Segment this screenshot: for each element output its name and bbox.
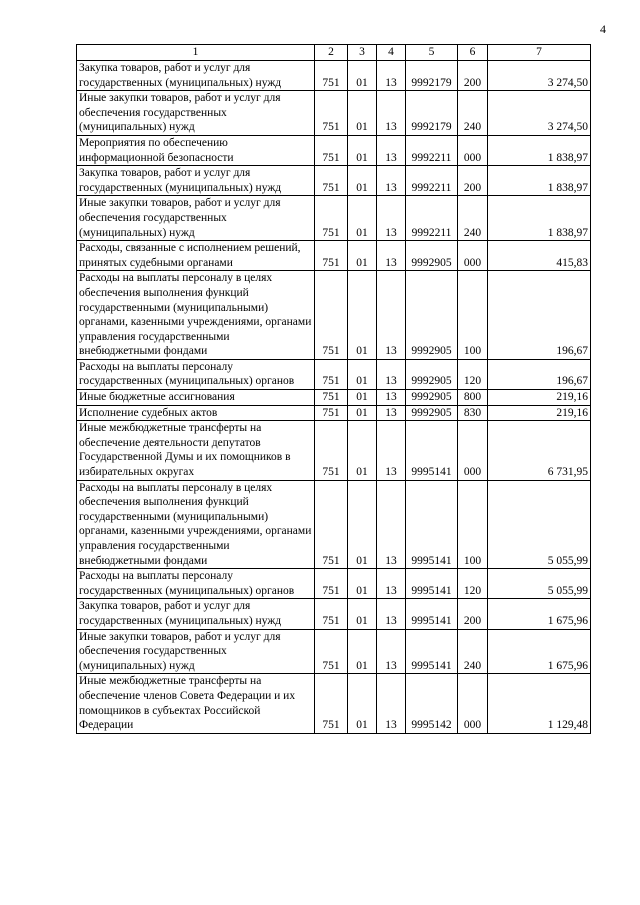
row-code-c6: 240 bbox=[458, 629, 488, 674]
table-row bbox=[77, 196, 591, 241]
table-row bbox=[77, 674, 591, 733]
row-description: Иные закупки товаров, работ и услуг для обеспечения государственных (муниципальных) нужд bbox=[77, 91, 315, 136]
row-code-c3: 01 bbox=[348, 135, 377, 165]
row-code-c2: 751 bbox=[315, 61, 348, 91]
row-code-c3: 01 bbox=[348, 166, 377, 196]
row-code-c5: 9992905 bbox=[406, 271, 458, 360]
row-code-c5: 9992211 bbox=[406, 196, 458, 241]
row-description: Закупка товаров, работ и услуг для государственных (муниципальных) нужд bbox=[77, 166, 315, 196]
row-code-c5: 9992905 bbox=[406, 359, 458, 389]
row-code-c6: 120 bbox=[458, 569, 488, 599]
row-description: Иные закупки товаров, работ и услуг для обеспечения государственных (муниципальных) нужд bbox=[77, 196, 315, 241]
row-code-c3: 01 bbox=[348, 91, 377, 136]
table-row bbox=[77, 359, 591, 389]
row-description: Иные межбюджетные трансферты на обеспечение членов Совета Федерации и их помощников в субъектах Российской Федерации bbox=[77, 674, 315, 733]
row-code-c5: 9995141 bbox=[406, 569, 458, 599]
row-amount: 1 675,96 bbox=[488, 629, 591, 674]
row-code-c5: 9992905 bbox=[406, 241, 458, 271]
row-description: Иные бюджетные ассигнования bbox=[77, 390, 315, 406]
row-code-c4: 13 bbox=[377, 421, 406, 480]
row-code-c6: 120 bbox=[458, 359, 488, 389]
row-code-c2: 751 bbox=[315, 390, 348, 406]
row-code-c4: 13 bbox=[377, 196, 406, 241]
row-amount: 6 731,95 bbox=[488, 421, 591, 480]
row-code-c6: 100 bbox=[458, 480, 488, 569]
row-code-c5: 9992211 bbox=[406, 135, 458, 165]
row-code-c6: 100 bbox=[458, 271, 488, 360]
column-header: 1 bbox=[77, 45, 315, 61]
row-code-c6: 240 bbox=[458, 196, 488, 241]
table-header-row bbox=[77, 45, 591, 61]
row-code-c5: 9995141 bbox=[406, 599, 458, 629]
row-code-c6: 830 bbox=[458, 405, 488, 421]
row-description: Расходы на выплаты персоналу государственных (муниципальных) органов bbox=[77, 569, 315, 599]
row-code-c6: 000 bbox=[458, 241, 488, 271]
row-code-c4: 13 bbox=[377, 480, 406, 569]
row-code-c2: 751 bbox=[315, 359, 348, 389]
row-code-c5: 9995141 bbox=[406, 421, 458, 480]
row-code-c4: 13 bbox=[377, 599, 406, 629]
row-amount: 196,67 bbox=[488, 359, 591, 389]
row-code-c3: 01 bbox=[348, 405, 377, 421]
row-description: Иные закупки товаров, работ и услуг для обеспечения государственных (муниципальных) нужд bbox=[77, 629, 315, 674]
row-description: Расходы на выплаты персоналу в целях обеспечения выполнения функций государственными (муниципальными) органами, казенными учреждениями, органами управления государственными внебюджетными фондами bbox=[77, 271, 315, 360]
row-code-c6: 000 bbox=[458, 421, 488, 480]
row-description: Расходы на выплаты персоналу государственных (муниципальных) органов bbox=[77, 359, 315, 389]
row-code-c3: 01 bbox=[348, 359, 377, 389]
column-header: 2 bbox=[315, 45, 348, 61]
row-code-c6: 000 bbox=[458, 674, 488, 733]
row-code-c3: 01 bbox=[348, 599, 377, 629]
row-description: Закупка товаров, работ и услуг для государственных (муниципальных) нужд bbox=[77, 61, 315, 91]
row-code-c4: 13 bbox=[377, 91, 406, 136]
table-body bbox=[77, 61, 591, 734]
row-amount: 1 838,97 bbox=[488, 196, 591, 241]
row-amount: 196,67 bbox=[488, 271, 591, 360]
row-code-c5: 9995141 bbox=[406, 480, 458, 569]
table-row bbox=[77, 599, 591, 629]
row-description: Мероприятия по обеспечению информационной безопасности bbox=[77, 135, 315, 165]
row-code-c2: 751 bbox=[315, 421, 348, 480]
row-code-c3: 01 bbox=[348, 674, 377, 733]
row-code-c6: 200 bbox=[458, 166, 488, 196]
budget-table bbox=[76, 44, 591, 734]
row-code-c2: 751 bbox=[315, 480, 348, 569]
table-row bbox=[77, 629, 591, 674]
row-code-c4: 13 bbox=[377, 569, 406, 599]
row-code-c2: 751 bbox=[315, 599, 348, 629]
row-code-c4: 13 bbox=[377, 135, 406, 165]
row-code-c4: 13 bbox=[377, 61, 406, 91]
row-amount: 1 838,97 bbox=[488, 135, 591, 165]
table-row bbox=[77, 91, 591, 136]
row-code-c5: 9995141 bbox=[406, 629, 458, 674]
row-amount: 3 274,50 bbox=[488, 91, 591, 136]
row-amount: 5 055,99 bbox=[488, 480, 591, 569]
row-code-c2: 751 bbox=[315, 629, 348, 674]
row-code-c2: 751 bbox=[315, 241, 348, 271]
row-code-c6: 000 bbox=[458, 135, 488, 165]
row-description: Иные межбюджетные трансферты на обеспечение деятельности депутатов Государственной Думы и их помощников в избирательных округах bbox=[77, 421, 315, 480]
row-code-c5: 9995142 bbox=[406, 674, 458, 733]
row-code-c3: 01 bbox=[348, 629, 377, 674]
row-amount: 1 675,96 bbox=[488, 599, 591, 629]
row-code-c3: 01 bbox=[348, 241, 377, 271]
row-description: Расходы на выплаты персоналу в целях обеспечения выполнения функций государственными (муниципальными) органами, казенными учреждениями, органами управления государственными внебюджетными фондами bbox=[77, 480, 315, 569]
row-code-c2: 751 bbox=[315, 135, 348, 165]
row-amount: 3 274,50 bbox=[488, 61, 591, 91]
table-row bbox=[77, 166, 591, 196]
row-code-c5: 9992905 bbox=[406, 390, 458, 406]
row-amount: 5 055,99 bbox=[488, 569, 591, 599]
row-code-c2: 751 bbox=[315, 674, 348, 733]
page-number: 4 bbox=[600, 22, 606, 36]
row-code-c4: 13 bbox=[377, 405, 406, 421]
table-row bbox=[77, 390, 591, 406]
row-amount: 219,16 bbox=[488, 405, 591, 421]
column-header: 7 bbox=[488, 45, 591, 61]
row-code-c4: 13 bbox=[377, 166, 406, 196]
row-code-c3: 01 bbox=[348, 569, 377, 599]
row-code-c4: 13 bbox=[377, 390, 406, 406]
row-amount: 415,83 bbox=[488, 241, 591, 271]
row-code-c2: 751 bbox=[315, 166, 348, 196]
table-row bbox=[77, 135, 591, 165]
row-code-c6: 800 bbox=[458, 390, 488, 406]
row-code-c4: 13 bbox=[377, 359, 406, 389]
row-code-c2: 751 bbox=[315, 91, 348, 136]
row-amount: 1 838,97 bbox=[488, 166, 591, 196]
row-code-c6: 200 bbox=[458, 599, 488, 629]
row-code-c2: 751 bbox=[315, 196, 348, 241]
table-row bbox=[77, 61, 591, 91]
row-code-c3: 01 bbox=[348, 480, 377, 569]
row-code-c5: 9992905 bbox=[406, 405, 458, 421]
row-code-c4: 13 bbox=[377, 674, 406, 733]
row-code-c3: 01 bbox=[348, 271, 377, 360]
row-description: Исполнение судебных актов bbox=[77, 405, 315, 421]
row-description: Закупка товаров, работ и услуг для государственных (муниципальных) нужд bbox=[77, 599, 315, 629]
row-amount: 1 129,48 bbox=[488, 674, 591, 733]
row-code-c3: 01 bbox=[348, 421, 377, 480]
table-row bbox=[77, 480, 591, 569]
row-amount: 219,16 bbox=[488, 390, 591, 406]
row-code-c4: 13 bbox=[377, 241, 406, 271]
column-header: 4 bbox=[377, 45, 406, 61]
row-code-c6: 240 bbox=[458, 91, 488, 136]
row-code-c3: 01 bbox=[348, 390, 377, 406]
row-code-c4: 13 bbox=[377, 271, 406, 360]
column-header: 6 bbox=[458, 45, 488, 61]
column-header: 3 bbox=[348, 45, 377, 61]
table-row bbox=[77, 421, 591, 480]
row-code-c5: 9992179 bbox=[406, 91, 458, 136]
column-header: 5 bbox=[406, 45, 458, 61]
table-row bbox=[77, 271, 591, 360]
row-code-c5: 9992179 bbox=[406, 61, 458, 91]
table-row bbox=[77, 405, 591, 421]
table-row bbox=[77, 241, 591, 271]
row-code-c2: 751 bbox=[315, 271, 348, 360]
table-row bbox=[77, 569, 591, 599]
row-description: Расходы, связанные с исполнением решений, принятых судебными органами bbox=[77, 241, 315, 271]
row-code-c6: 200 bbox=[458, 61, 488, 91]
row-code-c4: 13 bbox=[377, 629, 406, 674]
row-code-c2: 751 bbox=[315, 569, 348, 599]
row-code-c2: 751 bbox=[315, 405, 348, 421]
row-code-c5: 9992211 bbox=[406, 166, 458, 196]
row-code-c3: 01 bbox=[348, 61, 377, 91]
row-code-c3: 01 bbox=[348, 196, 377, 241]
